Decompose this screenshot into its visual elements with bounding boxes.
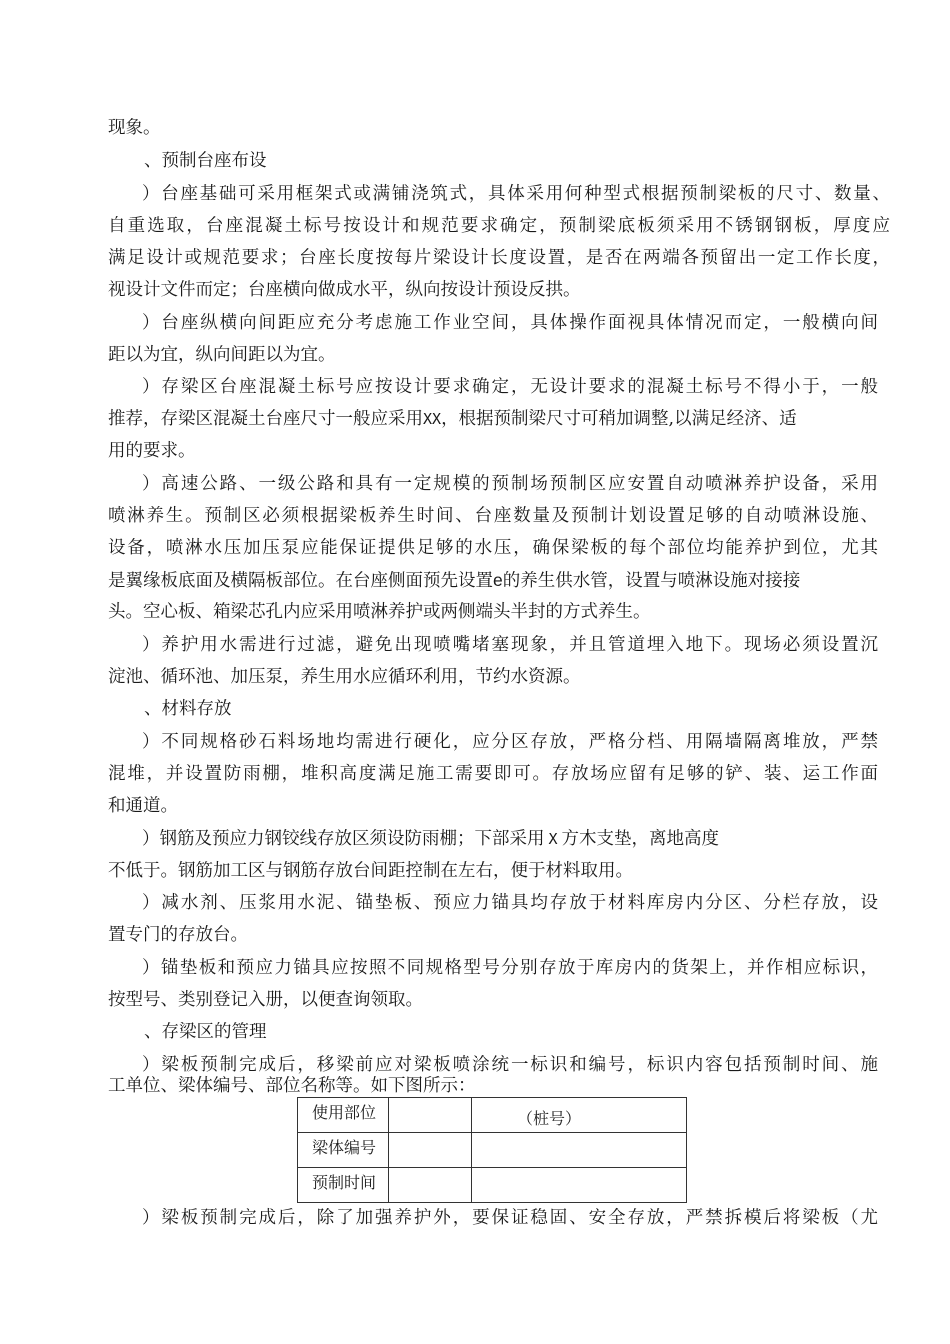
text-segment: 的养生供水管，设置与喷淋设施对接接 [502,571,801,591]
paragraph-line: 混堆，并设置防雨棚，堆积高度满足施工需要即可。存放场应留有足够的铲、装、运工作面 [108,764,878,784]
table-row [298,1133,687,1168]
paragraph-line: 工单位、梁体编号、部位名称等。如下图所示： [108,1076,476,1096]
paragraph-line: ）梁板预制完成后，移梁前应对梁板喷涂统一标识和编号，标识内容包括预制时间、施 [142,1055,878,1075]
marking-table [297,1097,687,1203]
paragraph-line [108,408,797,430]
paragraph-line: 设备，喷淋水压加压泵应能保证提供足够的水压，确保梁板的每个部位均能养护到位，尤其 [108,538,878,558]
paragraph-line: 视设计文件而定；台座横向做成水平，纵向按设计预设反拱。 [108,280,581,300]
paragraph-line: 不低于。钢筋加工区与钢筋存放台间距控制在左右，便于材料取用。 [108,861,633,881]
paragraph-line: ）台座纵横向间距应充分考虑施工作业空间，具体操作面视具体情况而定，一般横向间 [142,313,878,333]
table-cell [389,1098,472,1133]
section-heading: 、预制台座布设 [144,151,267,171]
text-segment: 方木支垫，离地高度 [561,829,720,849]
paragraph-line: ）不同规格砂石料场地均需进行硬化，应分区存放，严格分档、用隔墙隔离堆放，严禁 [142,732,878,752]
text-segment: ）钢筋及预应力钢铰线存放区须设防雨棚；下部采用 [142,829,545,849]
paragraph-line [142,828,719,850]
table-cell [389,1133,472,1168]
text-segment: 是翼缘板底面及横隔板部位。在台座侧面预先设置 [108,571,493,591]
paragraph-line: ）高速公路、一级公路和具有一定规模的预制场预制区应安置自动喷淋养护设备，采用 [142,474,878,494]
table-cell: 使用部位 [298,1098,389,1133]
paragraph-line: ）锚垫板和预应力锚具应按照不同规格型号分别存放于库房内的货架上，并作相应标识， [142,958,878,978]
paragraph-line [108,569,800,592]
paragraph-line: 距以为宜，纵向间距以为宜。 [108,345,336,365]
text-segment: X [548,830,558,848]
paragraph-line: 和通道。 [108,796,178,816]
paragraph-line: 按型号、类别登记入册，以便查询领取。 [108,990,423,1010]
paragraph-line: ）梁板预制完成后，除了加强养护外，要保证稳固、安全存放，严禁拆模后将梁板（尤 [142,1208,878,1228]
text-segment: e [493,570,503,590]
paragraph-line: ）养护用水需进行过滤，避免出现喷嘴堵塞现象，并且管道埋入地下。现场必须设置沉 [142,635,878,655]
paragraph-line: ）存梁区台座混凝土标号应按设计要求确定，无设计要求的混凝土标号不得小于，一般 [142,377,878,397]
paragraph-line: ）台座基础可采用框架式或满铺浇筑式，具体采用何种型式根据预制梁板的尺寸、数量、 [142,184,890,204]
paragraph-line: 淀池、循环池、加压泵，养生用水应循环利用，节约水资源。 [108,667,581,687]
text-segment: ，根据预制梁尺寸可稍加调整,以满足经济、适 [441,409,797,429]
paragraph-line: 头。空心板、箱梁芯孔内应采用喷淋养护或两侧端头半封的方式养生。 [108,602,651,622]
table-cell: 预制时间 [298,1168,389,1203]
text-segment: 推荐，存梁区混凝土台座尺寸一般应采用 [108,409,423,429]
paragraph-line: 置专门的存放台。 [108,925,248,945]
table-cell: 梁体编号 [298,1133,389,1168]
paragraph-line: 现象。 [108,118,161,138]
section-heading: 、存梁区的管理 [144,1022,267,1042]
table-cell [472,1133,687,1168]
table-cell [389,1168,472,1203]
paragraph-line: 满足设计或规范要求；台座长度按每片梁设计长度设置，是否在两端各预留出一定工作长度， [108,248,890,268]
paragraph-line: 用的要求。 [108,441,196,461]
table-cell: （桩号） [472,1098,687,1133]
paragraph-line: 喷淋养生。预制区必须根据梁板养生时间、台座数量及预制计划设置足够的自动喷淋设施、 [108,506,878,526]
paragraph-line: ）减水剂、压浆用水泥、锚垫板、预应力锚具均存放于材料库房内分区、分栏存放，设 [142,893,878,913]
table-row [298,1168,687,1203]
text-segment: XX [423,410,442,428]
section-heading: 、材料存放 [144,699,232,719]
table-cell [472,1168,687,1203]
paragraph-line: 自重选取，台座混凝土标号按设计和规范要求确定，预制梁底板须采用不锈钢钢板，厚度应 [108,216,890,236]
table-row [298,1098,687,1133]
